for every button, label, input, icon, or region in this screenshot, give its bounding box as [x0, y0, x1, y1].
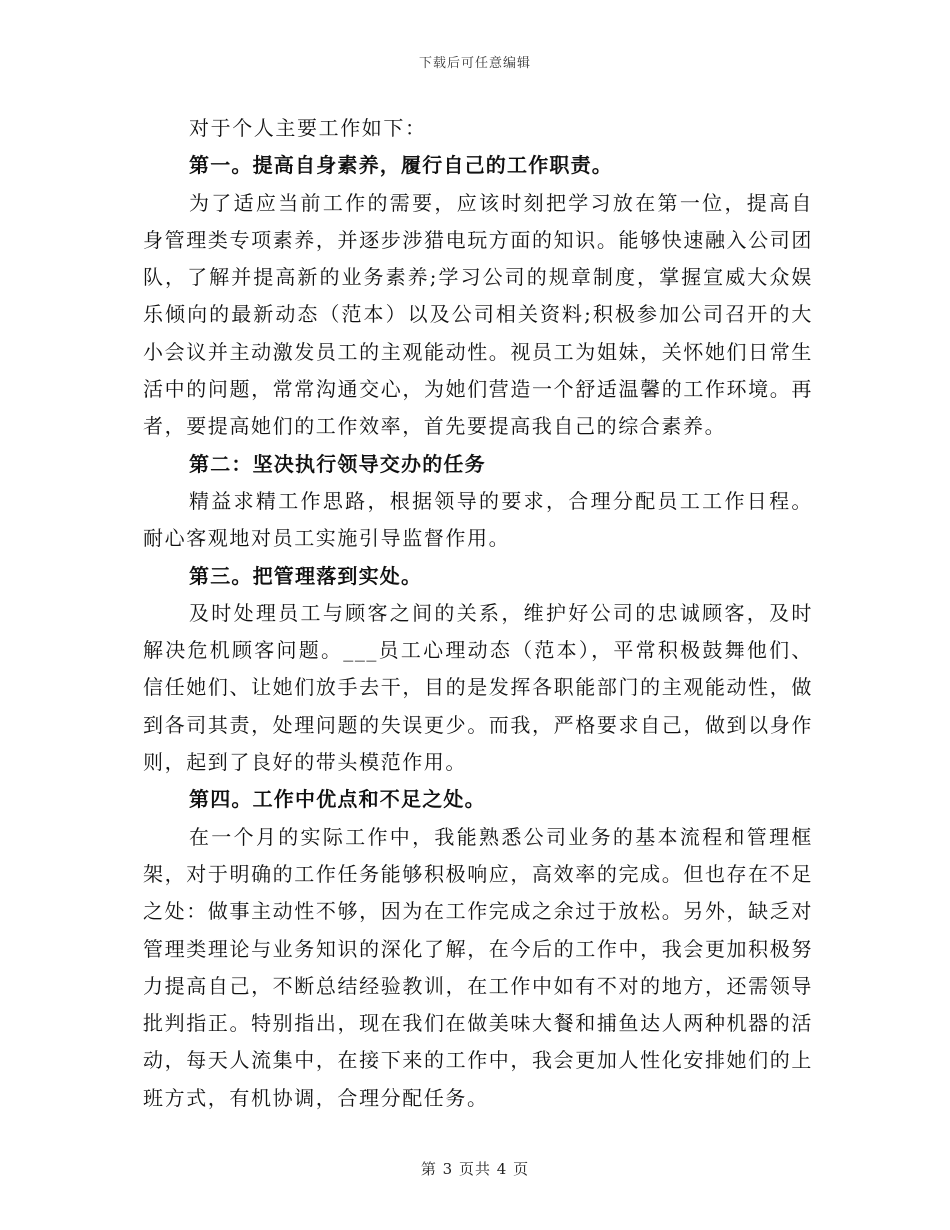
section-4-body: 在一个月的实际工作中，我能熟悉公司业务的基本流程和管理框架，对于明确的工作任务能够积极响应，高效率的完成。但也存在不足之处：做事主动性不够，因为在工作完成之余过于放松。另外，缺乏对管理类理论与业务知识的深化了解，在今后的工作中，我会更加积极努力提高自己，不断总结经验教训，在工作中如有不对的地方，还需领导批判指正。特别指出，现在我们在做美味大餐和捕鱼达人两种机器的活动，每天人流集中，在接下来的工作中，我会更加人性化安排她们的上班方式，有机协调，合理分配任务。 [143, 824, 813, 1110]
section-1-heading: 第一。提高自身素养，履行自己的工作职责。 [189, 153, 613, 178]
section-2-heading: 第二：坚决执行领导交办的任务 [189, 451, 486, 476]
document-body [143, 110, 813, 1117]
section-3-heading: 第三。把管理落到实处。 [189, 563, 423, 588]
section-3-body: 及时处理员工与顾客之间的关系，维护好公司的忠诚顾客，及时解决危机顾客问题。___员工心理动态（范本），平常积极鼓舞他们、信任她们、让她们放手去干，目的是发挥各职能部门的主观能动性，做到各司其责，处理问题的失误更少。而我，严格要求自己，做到以身作则，起到了良好的带头模范作用。 [143, 600, 813, 775]
page-header: 下载后可任意编辑 [418, 56, 531, 71]
page-number: 第 3 页共 4 页 [420, 1160, 530, 1178]
section-4-heading: 第四。工作中优点和不足之处。 [189, 787, 486, 812]
section-1-body: 为了适应当前工作的需要，应该时刻把学习放在第一位，提高自身管理类专项素养，并逐步涉猎电玩方面的知识。能够快速融入公司团队，了解并提高新的业务素养;学习公司的规章制度，掌握宣威大众娱乐倾向的最新动态（范本）以及公司相关资料;积极参加公司召开的大小会议并主动激发员工的主观能动性。视员工为姐妹，关怀她们日常生活中的问题，常常沟通交心，为她们营造一个舒适温馨的工作环境。再者，要提高她们的工作效率，首先要提高我自己的综合素养。 [143, 190, 813, 439]
intro-paragraph: 对于个人主要工作如下： [189, 116, 427, 140]
section-2-body: 精益求精工作思路，根据领导的要求，合理分配员工工作日程。耐心客观地对员工实施引导监督作用。 [143, 488, 813, 551]
